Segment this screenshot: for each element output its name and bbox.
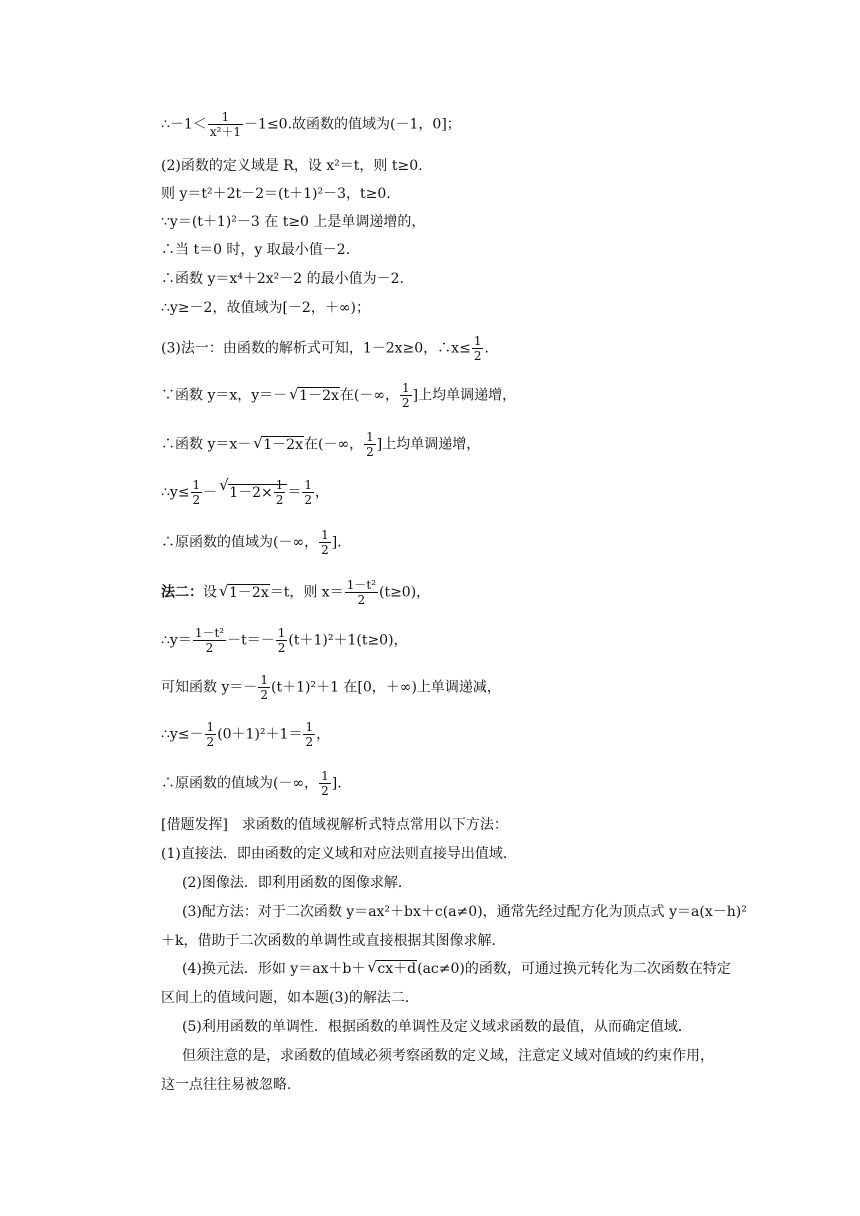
text: ， (315, 484, 330, 501)
fraction (276, 626, 288, 655)
denominator: x²＋1 (209, 125, 242, 139)
radicand: 1－2x (229, 584, 269, 601)
text: ∴原函数的值域为(－∞， (161, 775, 319, 792)
method-two-label: 法二： (161, 584, 203, 601)
radical (219, 478, 287, 507)
line-10 (161, 430, 480, 459)
fraction (208, 110, 243, 139)
root-icon: √ (219, 476, 229, 494)
fraction (303, 720, 315, 749)
line-9 (161, 381, 516, 410)
fraction (400, 381, 412, 410)
numerator: 1 (304, 478, 313, 492)
text: 在(－∞， (339, 387, 400, 404)
root-icon: √ (367, 958, 377, 976)
numerator: 1 (206, 720, 215, 734)
line-24: 区间上的值域问题，如本题(3)的解法二． (161, 990, 419, 1006)
text: (t＋1)²＋1 在[0，＋∞)上单调递减， (271, 679, 501, 696)
line-1 (161, 110, 461, 139)
denominator: 2 (304, 493, 313, 507)
numerator: 1 (305, 720, 314, 734)
radicand: cx＋d (377, 961, 417, 977)
text: ∵函数 y＝x，y＝－ (161, 387, 288, 404)
line-23 (182, 960, 731, 978)
root-icon: √ (289, 384, 299, 403)
line-5: ∴当 t＝0 时，y 取最小值－2. (161, 242, 351, 258)
numerator: 1 (221, 110, 230, 124)
fraction (205, 720, 217, 749)
line-12 (161, 528, 342, 557)
radicand: 1－2x (299, 387, 339, 404)
root-icon: √ (253, 433, 263, 452)
denominator: 2 (345, 592, 378, 607)
line-19: (1)直接法．即由函数的定义域和对应法则直接导出值域． (161, 846, 517, 862)
text: ∴y＝ (161, 632, 192, 649)
fraction (191, 478, 203, 507)
text: － (203, 484, 218, 501)
text: ∴－1＜ (161, 116, 207, 133)
line-16 (161, 720, 330, 749)
line-21: (3)配方法：对于二次函数 y＝ax²＋bx＋c(a≠0)，通常先经过配方化为顶点式 y＝a(x－h)² (182, 904, 747, 920)
line-4: ∵y＝(t＋1)²－3 在 t≥0 上是单调递增的， (161, 214, 426, 230)
text: ∴y≤ (161, 484, 190, 501)
text: ∴函数 y＝x－ (161, 436, 252, 453)
fraction (193, 626, 226, 655)
line-2: (2)函数的定义域是 R，设 x²＝t，则 t≥0. (161, 158, 423, 174)
fraction (258, 673, 270, 702)
text: －t＝－ (227, 632, 275, 649)
line-13 (161, 578, 430, 607)
text: 设 (203, 584, 217, 601)
numerator: 1 (366, 430, 374, 444)
fraction (345, 578, 378, 607)
text: (t＋1)²＋1(t≥0)， (288, 632, 408, 649)
denominator: 2 (366, 445, 374, 459)
line-8 (161, 334, 489, 363)
denominator: 2 (260, 688, 268, 702)
denominator: 2 (192, 493, 201, 507)
root-icon: √ (219, 581, 229, 600)
radical (289, 384, 340, 405)
numerator: 1 (402, 381, 410, 395)
fraction (319, 769, 331, 798)
tip-label: [借题发挥] (161, 817, 228, 833)
text: 可知函数 y＝－ (161, 679, 258, 696)
denominator: 2 (193, 640, 226, 655)
line-17 (161, 769, 342, 798)
line-3: 则 y＝t²＋2t－2＝(t＋1)²－3，t≥0. (161, 186, 391, 202)
fraction (274, 478, 286, 507)
line-26: 但须注意的是，求函数的值域必须考察函数的定义域，注意定义域对值域的约束作用， (182, 1048, 714, 1064)
line-25: (5)利用函数的单调性．根据函数的单调性及定义域求函数的最值，从而确定值域． (182, 1019, 692, 1035)
radical (253, 433, 304, 454)
text: ＝ (287, 484, 302, 501)
text: (4)换元法．形如 y＝ax＋b＋ (182, 961, 366, 977)
text: (3)法一：由函数的解析式可知，1－2x≥0，∴x≤ (161, 340, 471, 357)
line-11 (161, 478, 329, 507)
text: ]. (331, 534, 342, 551)
fraction (319, 528, 331, 557)
line-6: ∴函数 y＝x⁴＋2x²－2 的最小值为－2. (161, 271, 404, 287)
denominator: 2 (321, 784, 329, 798)
text: (0＋1)²＋1＝ (217, 726, 303, 743)
numerator: 1 (260, 673, 268, 687)
denominator: 2 (473, 349, 482, 363)
numerator: 1 (473, 334, 482, 348)
radicand: 1－2x (263, 436, 303, 453)
line-18 (161, 816, 508, 834)
text: (t≥0)， (378, 584, 431, 601)
numerator: 1－t² (346, 578, 376, 592)
fraction (364, 430, 376, 459)
fraction (302, 478, 314, 507)
line-7: ∴y≥－2，故值域为[－2，＋∞)； (161, 300, 370, 316)
radical (219, 581, 270, 602)
numerator: 1－t² (194, 626, 225, 640)
denominator: 2 (206, 735, 215, 749)
radicand (228, 478, 287, 507)
denominator: 2 (321, 543, 329, 557)
text: －1≤0.故函数的值域为(－1，0]； (244, 116, 461, 133)
text: ]. (331, 775, 342, 792)
line-22: ＋k，借助于二次函数的单调性或直接根据其图像求解． (161, 933, 506, 949)
numerator: 1 (321, 769, 329, 783)
text: 在(－∞， (303, 436, 364, 453)
numerator: 1 (275, 478, 284, 492)
text: (ac≠0)的函数，可通过换元转化为二次函数在特定 (417, 961, 731, 977)
radical (367, 960, 417, 978)
denominator: 2 (305, 735, 314, 749)
numerator: 1 (321, 528, 329, 542)
denominator: 2 (277, 641, 286, 655)
fraction (472, 334, 484, 363)
line-15 (161, 673, 501, 702)
line-27: 这一点往往易被忽略． (161, 1077, 301, 1093)
text: ∴原函数的值域为(－∞， (161, 534, 319, 551)
numerator: 1 (277, 626, 286, 640)
text: ＝t，则 x＝ (269, 584, 344, 601)
text: 求函数的值域视解析式特点常用以下方法： (227, 817, 508, 833)
text: ∴y≤－ (161, 726, 204, 743)
line-20: (2)图像法．即利用函数的图像求解． (182, 875, 412, 891)
text: 1－2× (229, 484, 273, 501)
text: ]上均单调递增， (376, 436, 481, 453)
text: ]上均单调递增， (412, 387, 517, 404)
line-14 (161, 626, 408, 655)
numerator: 1 (192, 478, 201, 492)
denominator: 2 (275, 493, 284, 507)
denominator: 2 (402, 396, 410, 410)
text: ， (316, 726, 331, 743)
text: . (484, 340, 489, 357)
